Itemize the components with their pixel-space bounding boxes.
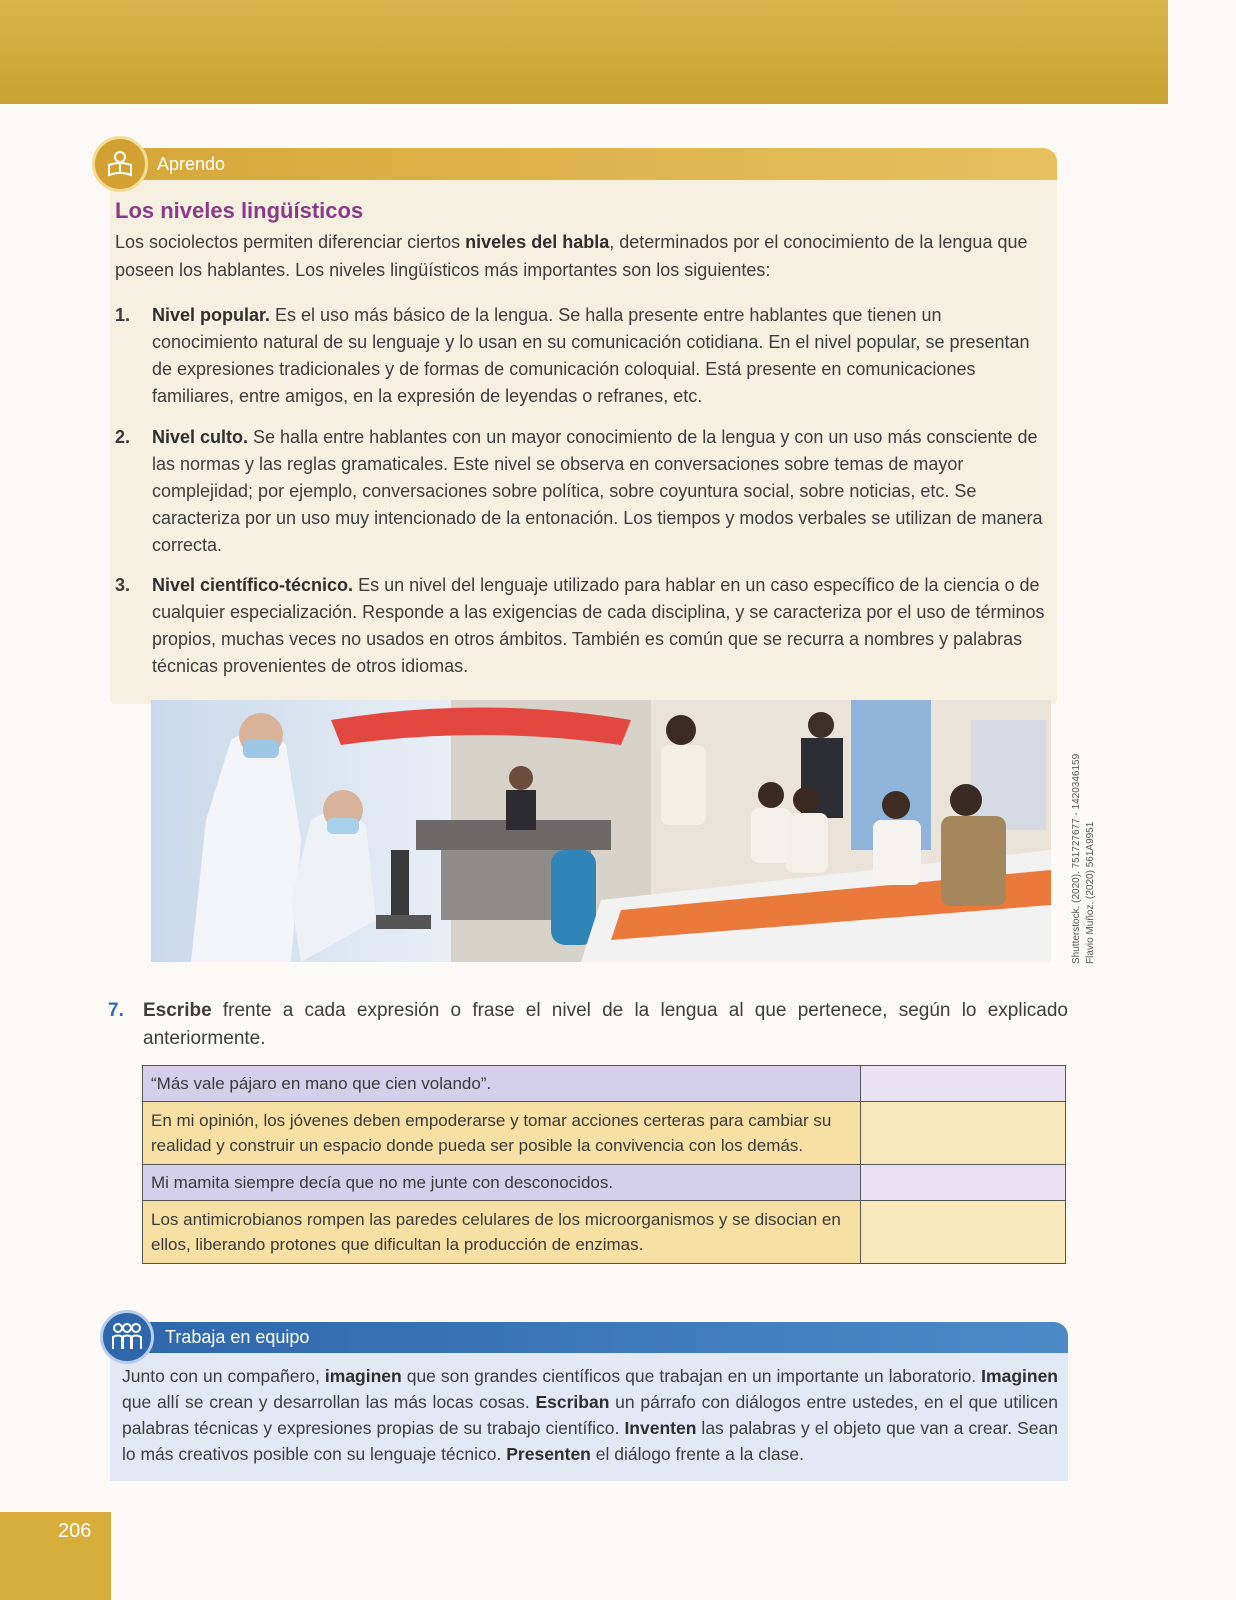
answer-cell[interactable] [861, 1066, 1066, 1102]
page-number-strip [0, 1512, 111, 1600]
table-row [143, 1165, 1066, 1201]
bold-verb: Inventen [624, 1418, 697, 1438]
text-segment: un párrafo con diálogos entre ustedes, en el que utilicen palabras técnicas y expresiones propias de su trabajo científico. [122, 1392, 1058, 1438]
question-7: 7. Escribe frente a cada expresión o frase el nivel de la lengua al que pertenece, según lo explicado anteriormente. [108, 1000, 1068, 1049]
bold-verb: Imaginen [981, 1366, 1058, 1386]
list-item-popular: 1. Nivel popular. Es el uso más básico de la lengua. Se halla presente entre hablantes que tienen un conocimiento natural de su lenguaje y lo usan en su comunicación cotidiana. En el nivel popular, se presentan de expresiones tradicionales y de formas de comunicación coloquial. Está presente en comunicaciones familiares, entre amigos, en la expresión de leyendas o refranes, etc. [115, 305, 1030, 406]
team-people-icon [100, 1310, 154, 1364]
bold-verb: Escriban [535, 1392, 610, 1412]
page-number: 206 [58, 1520, 92, 1542]
top-banner [0, 0, 1168, 104]
team-label: Trabaja en equipo [165, 1327, 310, 1347]
expression-table [142, 1065, 1066, 1264]
text-segment: que allí se crean y desarrollan las más locas cosas. [122, 1392, 536, 1412]
table-row [143, 1201, 1066, 1264]
reading-person-icon [92, 136, 148, 192]
expression-cell: Mi mamita siempre decía que no me junte con desconocidos. [143, 1165, 861, 1201]
photo-credit: Shutterstock. (2020). 751727677 - 1420346159 Flavio Muñoz. (2020) 561A9951 [1071, 753, 1096, 964]
aprendo-label: Aprendo [157, 154, 226, 174]
answer-cell[interactable] [861, 1165, 1066, 1201]
text-segment: Junto con un compañero, [122, 1366, 325, 1386]
answer-cell[interactable] [861, 1102, 1066, 1165]
text-segment: que son grandes científicos que trabajan en un importante un laboratorio. [401, 1366, 982, 1386]
expression-cell: En mi opinión, los jóvenes deben empoderarse y tomar acciones certeras para cambiar su realidad y construir un espacio donde pueda ser posible la convivencia con los demás. [143, 1102, 861, 1165]
table-row [143, 1066, 1066, 1102]
list-item-cientifico: 3. Nivel científico-técnico. Es un nivel del lenguaje utilizado para hablar en un caso específico de la ciencia o de cualquier especialización. Responde a las exigencias de cada disciplina, y se caracteriza por el uso de términos propios, muchas veces no usados en otros ámbitos. También es común que se recurra a nombres y palabras técnicas provenientes de otros idiomas. [115, 575, 1045, 676]
section-title: Los niveles lingüísticos [115, 198, 364, 223]
expression-cell: “Más vale pájaro en mano que cien volando”. [143, 1066, 861, 1102]
list-item-culto: 2. Nivel culto. Se halla entre hablantes con un mayor conocimiento de la lengua y con un uso más consciente de las normas y las reglas gramaticales. Este nivel se observa en conversaciones sobre temas de mayor complejidad; por ejemplo, conversaciones sobre política, sobre coyuntura social, sobre noticias, etc. Se caracteriza por un uso muy intencionado de la entonación. Los tiempos y modos verbales se utilizan de manera correcta. [115, 427, 1043, 555]
text-segment: las palabras y el objeto que van a crear. Sean lo más creativos posible con su lenguaje técnico. [122, 1418, 1058, 1464]
table-row [143, 1102, 1066, 1165]
expression-cell: Los antimicrobianos rompen las paredes celulares de los microorganismos y se disocian en ellos, liberando protones que dificultan la producción de enzimas. [143, 1201, 861, 1264]
answer-cell[interactable] [861, 1201, 1066, 1264]
aprendo-header-bar [120, 148, 1057, 180]
team-paragraph [122, 1363, 1058, 1467]
bold-verb: Presenten [506, 1444, 591, 1464]
bold-verb: imaginen [324, 1366, 402, 1386]
text-segment: el diálogo frente a la clase. [590, 1444, 804, 1464]
photo-collage [151, 700, 1051, 962]
intro-paragraph: Los sociolectos permiten diferenciar ciertos niveles del habla, determinados por el conocimiento de la lengua que poseen los hablantes. Los niveles lingüísticos más importantes son los siguientes: [115, 232, 1028, 280]
